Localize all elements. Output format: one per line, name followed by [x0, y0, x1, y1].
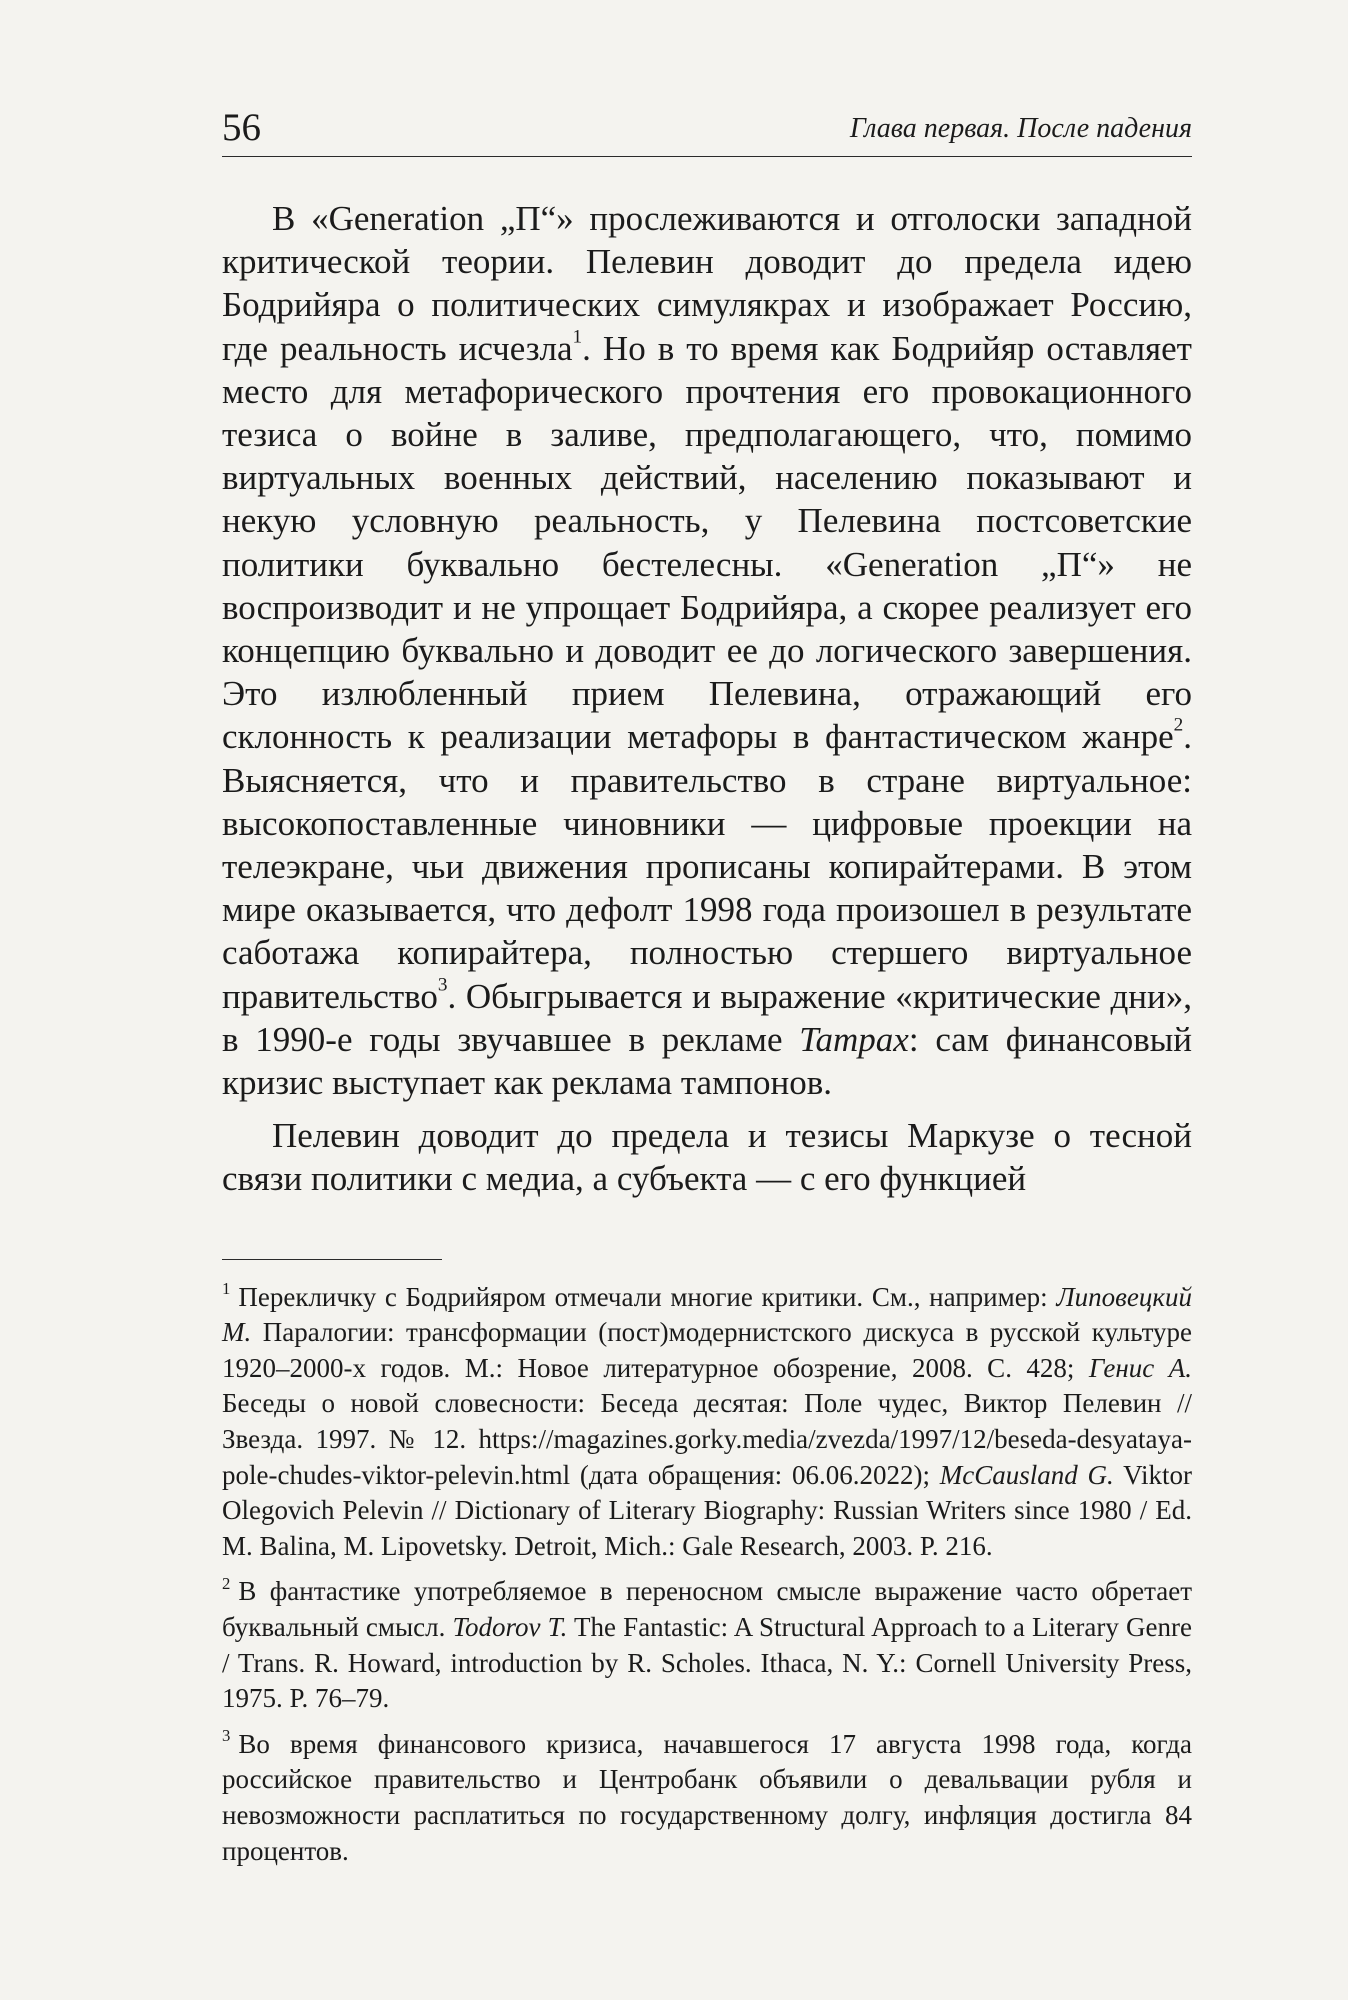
footnote-author: Todorov T. [452, 1612, 568, 1643]
text-span: . Обыгрывается и выражение «критические дни», в 1990-е годы звучавшее в рекламе [222, 976, 1192, 1059]
footnote-text: Viktor Olegovich Pelevin // Dictionary of Literary Biography: Russian Writers since 1980 / Ed. M. Balina, M. Lipovetsky. Detroit, Mich.: Gale Research, 2003. P. 216. [222, 1459, 1192, 1561]
footnote-2 [222, 1574, 1192, 1716]
footnote-mark: 1 [222, 1278, 231, 1298]
footnote-1 [222, 1280, 1192, 1565]
footnote-divider [222, 1259, 442, 1260]
page-number: 56 [222, 106, 261, 149]
footnote-author: Липовецкий М. [222, 1281, 1192, 1348]
italic-brand: Tampax [799, 1019, 909, 1059]
paragraph-1 [222, 197, 1192, 1104]
footnote-author: Генис А. [1088, 1352, 1192, 1383]
footnote-text: Паралогии: трансформации (пост)модернистского дискуса в русской культуре 1920–2000-х годов. М.: Новое литературное обозрение, 2008. С. 428; [222, 1317, 1192, 1383]
footnote-text: The Fantastic: A Structural Approach to a Literary Genre / Trans. R. Howard, introduction by R. Scholes. Ithaca, N. Y.: Cornell University Press, 1975. P. 76–79. [222, 1612, 1192, 1714]
footnote-text: Беседы о новой словесности: Беседа десятая: Поле чудес, Виктор Пелевин // Звезда. 1997. № 12. https://magazines.gorky.media/zvezda/1997/12/beseda-desyataya-pole-chudes-viktor-pelevin.html (дата обращения: 06.06.2022); [222, 1388, 1192, 1490]
footnote-3 [222, 1727, 1192, 1869]
footnote-text: Во время финансового кризиса, начавшегося 17 августа 1998 года, когда российское правительство и Центробанк объявили о девальвации рубля и невозможности расплатиться по государственному долгу, инфляция достигла 84 процентов. [222, 1728, 1192, 1866]
footnote-ref-3[interactable]: 3 [437, 974, 448, 996]
body-text [222, 197, 1192, 1201]
footnote-text: В фантастике употребляемое в переносном смысле выражение часто обретает буквальный смысл. [222, 1576, 1192, 1643]
footnote-author: McCausland G. [939, 1459, 1114, 1490]
footnote-mark: 2 [222, 1573, 231, 1593]
page-header [222, 100, 1192, 157]
footnote-text: Перекличку с Бодрийяром отмечали многие критики. См., например: [238, 1281, 1057, 1312]
footnote-ref-1[interactable]: 1 [572, 326, 583, 348]
text-span: : сам финансовый кризис выступает как реклама тампонов. [222, 1019, 1192, 1103]
book-page [222, 100, 1192, 1869]
running-head: Глава первая. После падения [849, 113, 1192, 144]
footnote-mark: 3 [222, 1726, 231, 1746]
text-span: . Но в то время как Бодрийяр оставляет место для метафорического прочтения его провокационного тезиса о войне в заливе, предполагающего, что, помимо виртуальных военных действий, населению показывают и некую условную реальность, у Пелевина постсоветские политики буквально бестелесны. «Generation „П“» не воспроизводит и не упрощает Бодрийяра, а скорее реализует его концепцию буквально и доводит ее до логического завершения. Это излюбленный прием Пелевина, отражающий его склонность к реализации метафоры в фантастическом жанре [222, 328, 1192, 757]
footnotes [222, 1280, 1192, 1870]
footnote-ref-2[interactable]: 2 [1173, 715, 1184, 737]
paragraph-2: Пелевин доводит до предела и тезисы Маркузе о тесной связи политики с медиа, а субъекта — с его функцией [222, 1116, 1192, 1199]
text-span: В «Generation „П“» прослеживаются и отголоски западной критической теории. Пелевин доводит до предела идею Бодрийяра о политических симулякрах и изображает Россию, где реальность исчезла [222, 199, 1192, 368]
text-span: . Выясняется, что и правительство в стране виртуальное: высокопоставленные чиновники — цифровые проекции на телеэкране, чьи движения прописаны копирайтерами. В этом мире оказывается, что дефолт 1998 года произошел в результате саботажа копирайтера, полностью стершего виртуальное правительство [222, 717, 1192, 1016]
